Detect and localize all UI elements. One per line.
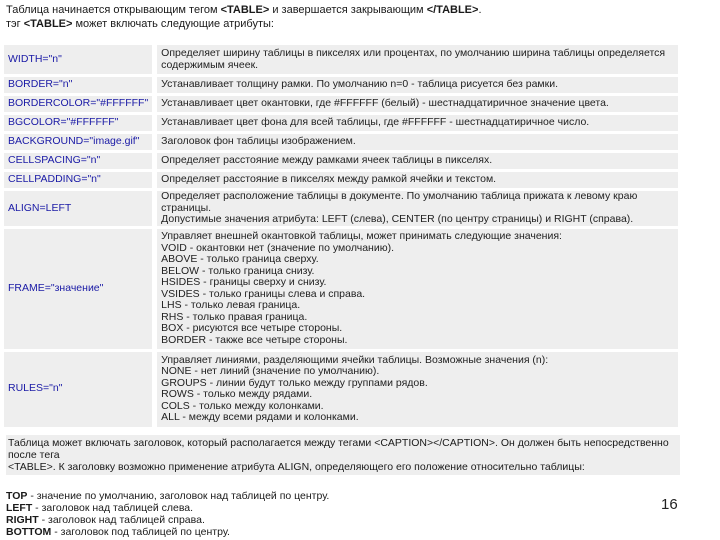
attributes-table-body bbox=[4, 45, 678, 427]
align-item-top: TOP - значение по умолчанию, заголовок над таблицей по центру. bbox=[6, 490, 330, 502]
description-line: BELOW - только граница снизу. bbox=[161, 264, 315, 277]
intro-line-1: Таблица начинается открывающим тегом <TABLE> и завершается закрывающим </TABLE>. bbox=[6, 4, 482, 16]
description-line: содержимым ячеек. bbox=[161, 58, 259, 71]
attribute-name: RULES="n" bbox=[4, 352, 157, 427]
description-line: BORDER - также все четыре стороны. bbox=[161, 333, 348, 346]
description-line: BOX - рисуются все четыре стороны. bbox=[161, 322, 343, 334]
attribute-description bbox=[157, 153, 678, 169]
description-line: Определяет расстояние между рамками ячеек таблицы в пикселях. bbox=[161, 154, 493, 167]
attribute-row bbox=[4, 45, 678, 74]
description-line: VOID - окантовки нет (значение по умолчанию). bbox=[161, 241, 394, 254]
attribute-row bbox=[4, 352, 678, 427]
attribute-row bbox=[4, 96, 678, 112]
attribute-row bbox=[4, 134, 678, 150]
attribute-name: FRAME="значение" bbox=[4, 229, 157, 349]
attribute-description bbox=[157, 191, 678, 226]
page-number: 16 bbox=[661, 496, 678, 513]
caption-note bbox=[6, 435, 680, 475]
intro-text bbox=[6, 3, 482, 31]
align-item-left: LEFT - заголовок над таблицей слева. bbox=[6, 502, 194, 514]
caption-note-line-1: Таблица может включать заголовок, который располагается между тегами <CAPTION></CAPTION>. Он должен быть непосредственно после тега bbox=[8, 437, 669, 461]
description-line: COLS - только между колонками. bbox=[161, 399, 324, 412]
attribute-description bbox=[157, 172, 678, 188]
attribute-row bbox=[4, 153, 678, 169]
attribute-row bbox=[4, 229, 678, 349]
attribute-description bbox=[157, 229, 678, 349]
align-item-bottom: BOTTOM - заголовок под таблицей по центру. bbox=[6, 526, 230, 538]
caption-align-list bbox=[6, 490, 329, 538]
attribute-name: CELLSPACING="n" bbox=[4, 153, 157, 169]
description-line: HSIDES - границы сверху и снизу. bbox=[161, 276, 327, 288]
align-item-right: RIGHT - заголовок над таблицей справа. bbox=[6, 514, 205, 526]
description-line: ROWS - только между рядами. bbox=[161, 388, 313, 400]
description-line: Определяет ширину таблицы в пикселях или процентах, по умолчанию ширина таблицы определяется bbox=[161, 47, 666, 59]
description-line: Устанавливает цвет окантовки, где #FFFFFF (белый) - шестнадцатиричное значение цвета. bbox=[161, 97, 609, 110]
description-line: Устанавливает толщину рамки. По умолчанию n=0 - таблица рисуется без рамки. bbox=[161, 78, 559, 91]
attribute-row bbox=[4, 77, 678, 93]
attribute-description bbox=[157, 96, 678, 112]
attribute-description bbox=[157, 77, 678, 93]
intro-line-2: тэг <TABLE> может включать следующие атрибуты: bbox=[6, 18, 274, 30]
attribute-name: BACKGROUND="image.gif" bbox=[4, 134, 157, 150]
description-line: Устанавливает цвет фона для всей таблицы, где #FFFFFF - шестнадцатиричное число. bbox=[161, 116, 590, 129]
description-line: Управляет линиями, разделяющими ячейки таблицы. Возможные значения (n): bbox=[161, 353, 549, 366]
description-line: Определяет расстояние в пикселях между рамкой ячейки и текстом. bbox=[161, 173, 497, 186]
attributes-table bbox=[4, 42, 678, 430]
attribute-name: ALIGN=LEFT bbox=[4, 191, 157, 226]
description-line: LHS - только левая граница. bbox=[161, 299, 301, 311]
description-line: Определяет расположение таблицы в документе. По умолчанию таблица прижата к левому краю страницы. bbox=[161, 190, 638, 214]
attribute-name: BORDERCOLOR="#FFFFFF" bbox=[4, 96, 157, 112]
attribute-row bbox=[4, 115, 678, 131]
caption-note-line-2: <TABLE>. К заголовку возможно применение атрибута ALIGN, определяющего его положение относительно таблицы: bbox=[8, 461, 585, 473]
description-line: ABOVE - только граница сверху. bbox=[161, 253, 319, 265]
attribute-row bbox=[4, 191, 678, 226]
attribute-name: BORDER="n" bbox=[4, 77, 157, 93]
description-line: ALL - между всеми рядами и колонками. bbox=[161, 411, 359, 423]
description-line: VSIDES - только границы слева и справа. bbox=[161, 287, 366, 300]
description-line: Заголовок фон таблицы изображением. bbox=[161, 135, 356, 148]
description-line: Управляет внешней окантовкой таблицы, может принимать следующие значения: bbox=[161, 230, 562, 242]
attribute-description bbox=[157, 134, 678, 150]
attribute-description bbox=[157, 352, 678, 427]
attribute-name: BGCOLOR="#FFFFFF" bbox=[4, 115, 157, 131]
description-line: RHS - только правая граница. bbox=[161, 310, 308, 323]
description-line: NONE - нет линий (значение по умолчанию). bbox=[161, 365, 380, 377]
attribute-row bbox=[4, 172, 678, 188]
attribute-description bbox=[157, 115, 678, 131]
description-line: GROUPS - линии будут только между группами рядов. bbox=[161, 376, 428, 389]
attribute-name: WIDTH="n" bbox=[4, 45, 157, 74]
attribute-name: CELLPADDING="n" bbox=[4, 172, 157, 188]
attribute-description bbox=[157, 45, 678, 74]
description-line: Допустимые значения атрибута: LEFT (слева), CENTER (по центру страницы) и RIGHT (справа). bbox=[161, 213, 634, 225]
